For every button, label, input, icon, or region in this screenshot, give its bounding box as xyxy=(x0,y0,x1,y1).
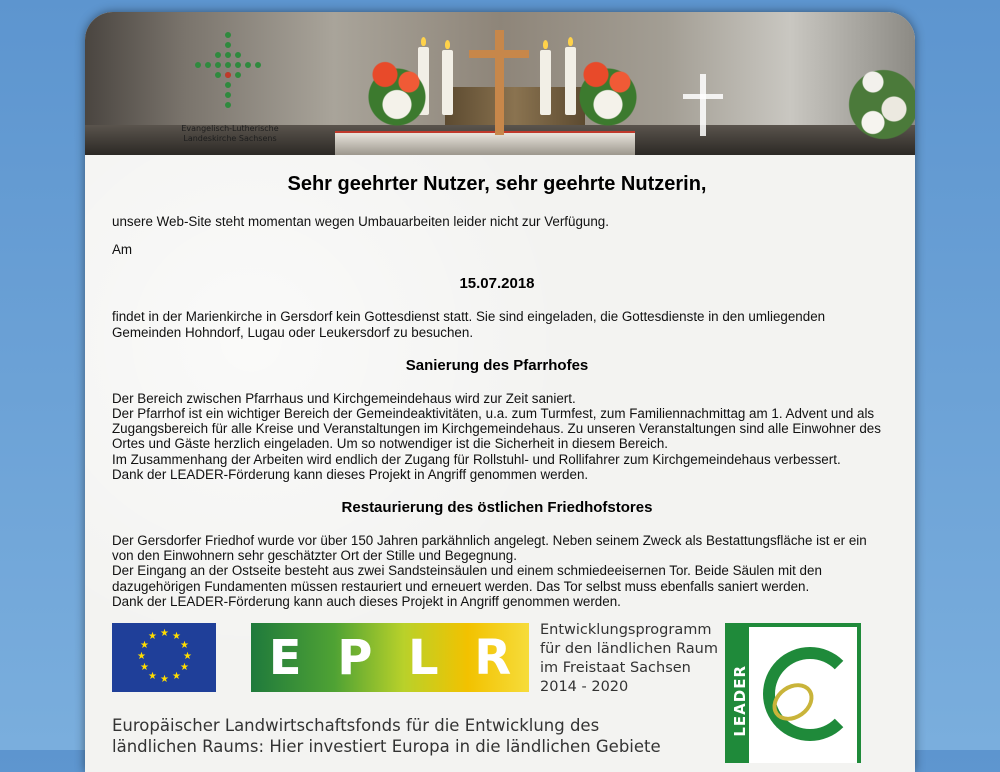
eplr-logo xyxy=(251,623,529,692)
candle-flame xyxy=(543,40,548,49)
church-name-line2: Landeskirche Sachsens xyxy=(183,134,277,143)
section-line: Der Bereich zwischen Pfarrhaus und Kirchgemeindehaus wird zur Zeit saniert. xyxy=(112,390,576,406)
eplr-description xyxy=(540,621,730,697)
header-banner xyxy=(85,12,915,155)
am-text: Am xyxy=(112,242,133,258)
eplr-line: im Freistaat Sachsen xyxy=(540,660,691,676)
section-title-pfarrhof: Sanierung des Pfarrhofes xyxy=(405,356,589,374)
eplr-line: 2014 - 2020 xyxy=(540,679,629,695)
section-line: Dank der LEADER-Förderung kann auch dieses Projekt in Angriff genommen werden. xyxy=(112,593,621,609)
eplr-letter: R xyxy=(474,629,512,686)
candle-flame xyxy=(568,37,573,46)
section-line: Der Gersdorfer Friedhof wurde vor über 150 Jahren parkähnlich angelegt. Neben seinem Zweck als Bestattungsfläche ist er ein von den Einwohnern sehr geschätzter Ort der Stille und Begegnung. xyxy=(112,533,867,564)
page-title: Sehr geehrter Nutzer, sehr geehrte Nutzerin, xyxy=(287,173,707,195)
window-cross-bar xyxy=(683,94,723,99)
page-frame xyxy=(85,12,915,772)
service-date: 15.07.2018 xyxy=(459,275,535,293)
eplr-letter: L xyxy=(408,629,439,686)
candle xyxy=(565,47,576,115)
church-logo-cross-icon xyxy=(188,32,268,112)
section-body-friedhofstor xyxy=(112,533,882,609)
church-name-line1: Evangelisch-Lutherische xyxy=(181,124,279,133)
eplr-letter: E xyxy=(268,629,302,686)
candle xyxy=(442,50,453,115)
leader-logo xyxy=(725,623,861,763)
eplr-line: für den ländlichen Raum xyxy=(540,641,718,657)
crucifix-icon xyxy=(495,30,504,135)
section-line: Im Zusammenhang der Arbeiten wird endlich der Zugang für Rollstuhl- und Rollifahrer zum Kirchgemeindehaus verbessert. xyxy=(112,451,841,467)
section-title-friedhofstor: Restaurierung des östlichen Friedhofstores xyxy=(341,499,653,517)
candle-flame xyxy=(421,37,426,46)
leader-word: LEADER xyxy=(731,665,749,737)
flower-arrangement-right xyxy=(578,52,638,127)
candle xyxy=(540,50,551,115)
service-notice: findet in der Marienkirche in Gersdorf kein Gottesdienst statt. Sie sind eingeladen, die Gottesdienste in den umliegenden Gemeinden Hohndorf, Lugau oder Leukersdorf zu besuchen. xyxy=(112,309,826,340)
candle-flame xyxy=(445,40,450,49)
section-body-pfarrhof xyxy=(112,391,882,482)
eplr-line: Entwicklungsprogramm xyxy=(540,622,712,638)
church-name xyxy=(175,124,285,144)
eu-flag-icon: ★ ★ ★ ★ ★ ★ ★ ★ ★ ★ ★ ★ xyxy=(112,623,216,692)
crucifix-bar xyxy=(469,50,529,58)
window-cross-icon xyxy=(700,74,706,136)
intro-text: unsere Web-Site steht momentan wegen Umbauarbeiten leider nicht zur Verfügung. xyxy=(112,214,609,229)
flower-arrangement-left xyxy=(367,52,427,127)
eafrd-line: Europäischer Landwirtschaftsfonds für die Entwicklung des xyxy=(112,716,600,735)
content-column xyxy=(112,155,882,756)
main-content xyxy=(85,155,915,772)
eafrd-text xyxy=(112,715,712,757)
section-line: Der Eingang an der Ostseite besteht aus zwei Sandsteinsäulen und einem schmiedeeisernen Tor. Beide Säulen mit den dazugehörigen Fundamenten müssen restauriert und erneuert werden. Das Tor selbst muss ebenfalls saniert werden. xyxy=(112,563,822,594)
section-line: Der Pfarrhof ist ein wichtiger Bereich der Gemeindeaktivitäten, u.a. zum Turmfest, zum Familiennachmittag am 1. Advent und als Zugangsbereich für alle Kreise und Veranstaltungen im Kirchgemeindehaus. Zu unseren Veranstaltungen sind alle Einwohner des Ortes und Gäste herzlich eingeladen. Um so notwendiger ist die Sicherheit in diesem Bereich. xyxy=(112,406,881,452)
eafrd-line: ländlichen Raums: Hier investiert Europa in die ländlichen Gebiete xyxy=(112,737,661,756)
leader-emblem xyxy=(749,627,857,763)
eplr-letter: P xyxy=(337,629,373,686)
section-line: Dank der LEADER-Förderung kann dieses Projekt in Angriff genommen werden. xyxy=(112,466,589,482)
flower-arrangement-window xyxy=(845,55,915,145)
altar-table xyxy=(335,131,635,155)
